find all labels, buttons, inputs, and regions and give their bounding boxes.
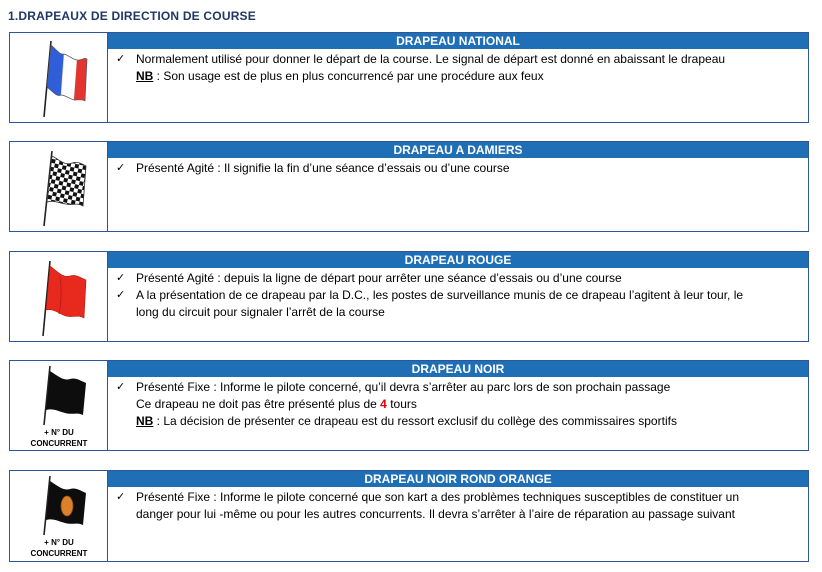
- line-text: Présenté Agité : Il signifie la fin d’une séance d’essais ou d’une course: [136, 161, 510, 175]
- panel-drapeau-rouge: [9, 251, 809, 342]
- check-icon: ✓: [116, 491, 126, 503]
- line-text: Normalement utilisé pour donner le départ de la course. Le signal de départ est donné en abaissant le drapeau: [136, 52, 726, 66]
- panel-drapeau-national: [9, 32, 809, 123]
- panel-drapeau-noir: [9, 360, 809, 451]
- nb-line: [116, 68, 800, 85]
- concurrent-label: [10, 537, 108, 559]
- line-text: A la présentation de ce drapeau par la D.C., les postes de surveillance munis de ce drapeau l’agitent à leur tour, le: [136, 288, 744, 302]
- line-text: Ce drapeau ne doit pas être présenté plus de: [136, 397, 381, 411]
- check-icon: ✓: [116, 162, 126, 174]
- nb-label: NB: [136, 414, 154, 428]
- panel-header: DRAPEAU NATIONAL: [108, 33, 808, 49]
- check-icon: ✓: [116, 381, 126, 393]
- panel-header: DRAPEAU NOIR: [108, 361, 808, 377]
- line-text: tours: [386, 397, 417, 411]
- continuation-line: danger pour lui -même ou pour les autres concurrents. Il devra s’arrêter à l’aire de réparation au passage suivant: [136, 507, 735, 521]
- check-icon: ✓: [116, 53, 126, 65]
- bullet-line: [116, 489, 800, 506]
- concurrent-label: [10, 427, 108, 449]
- flag-cell: [10, 142, 108, 231]
- bullet-line: [116, 379, 800, 396]
- concurrent-line: CONCURRENT: [30, 439, 88, 448]
- concurrent-line: + N° DU: [44, 428, 74, 437]
- nb-label: NB: [136, 69, 154, 83]
- panel-header: DRAPEAU A DAMIERS: [108, 142, 808, 158]
- panel-header: DRAPEAU NOIR ROND ORANGE: [108, 471, 808, 487]
- checkered-flag-icon: [30, 146, 100, 228]
- bullet-line: [116, 270, 800, 287]
- concurrent-line: + N° DU: [44, 538, 74, 547]
- continuation-line: [116, 396, 800, 413]
- concurrent-line: CONCURRENT: [30, 549, 88, 558]
- flag-cell: [10, 252, 108, 341]
- flag-cell: [10, 361, 108, 450]
- line-text: Présenté Fixe : Informe le pilote concerné que son kart a des problèmes techniques susceptibles de constituer un: [136, 490, 740, 504]
- nb-text: : Son usage est de plus en plus concurrencé par une procédure aux feux: [153, 69, 544, 83]
- highlight-value: 4: [380, 397, 387, 411]
- french-flag-icon: [30, 37, 100, 119]
- panel-drapeau-noir-rond-orange: [9, 470, 809, 562]
- check-icon: ✓: [116, 289, 126, 301]
- flag-cell: [10, 33, 108, 122]
- flag-cell: [10, 471, 108, 561]
- check-icon: ✓: [116, 272, 126, 284]
- bullet-line: [116, 51, 800, 68]
- line-text: Présenté Agité : depuis la ligne de départ pour arrêter une séance d’essais ou d’une course: [136, 271, 622, 285]
- line-text: Présenté Fixe : Informe le pilote concerné, qu’il devra s’arrêter au parc lors de son prochain passage: [136, 380, 671, 394]
- red-flag-icon: [30, 256, 100, 338]
- panel-drapeau-damiers: [9, 141, 809, 232]
- nb-line: [116, 413, 800, 430]
- black-orange-disc-flag-icon: [30, 473, 100, 537]
- section-title: 1.DRAPEAUX DE DIRECTION DE COURSE: [8, 9, 256, 23]
- nb-text: : La décision de présenter ce drapeau est du ressort exclusif du collège des commissaires sportifs: [153, 414, 677, 428]
- panel-header: DRAPEAU ROUGE: [108, 252, 808, 268]
- bullet-line: [116, 160, 800, 177]
- bullet-line: [116, 287, 800, 304]
- continuation-line: long du circuit pour signaler l’arrêt de la course: [136, 305, 385, 319]
- black-flag-icon: [30, 363, 100, 427]
